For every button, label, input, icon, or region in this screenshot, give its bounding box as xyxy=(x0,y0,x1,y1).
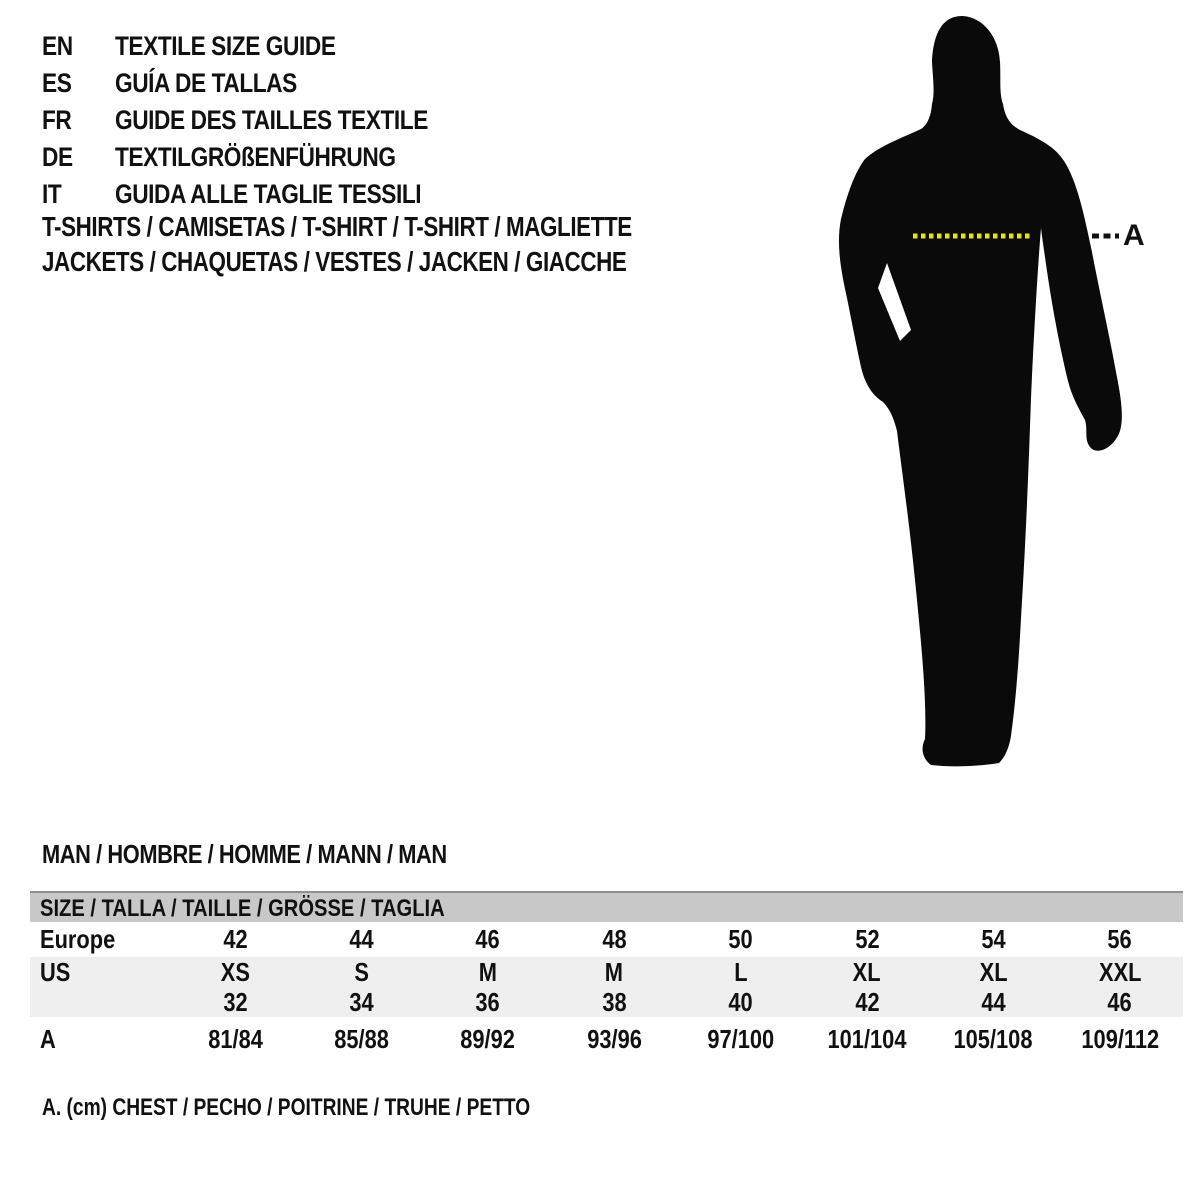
size-value: XL xyxy=(853,956,882,987)
size-value: 44 xyxy=(981,986,1006,1017)
size-cell xyxy=(298,924,424,955)
size-value: 56 xyxy=(1107,924,1132,954)
size-table xyxy=(30,891,1183,1062)
size-cell xyxy=(551,1024,677,1055)
size-value: 89/92 xyxy=(460,1024,516,1054)
size-cell xyxy=(172,957,298,988)
language-title-text: TEXTILGRÖßENFÜHRUNG xyxy=(115,142,396,172)
measurement-footnote-text: A. (cm) CHEST / PECHO / POITRINE / TRUHE / PETTO xyxy=(42,1094,531,1121)
size-cell xyxy=(298,957,424,988)
size-value: 109/112 xyxy=(1080,1024,1159,1054)
language-code-text: EN xyxy=(42,31,73,61)
size-cell xyxy=(678,1024,804,1055)
size-cell xyxy=(425,957,551,988)
size-cell xyxy=(804,924,930,955)
size-cell xyxy=(804,957,930,988)
size-value: 32 xyxy=(223,986,248,1017)
size-cell xyxy=(930,987,1056,1018)
row-label xyxy=(30,1024,172,1055)
size-cell xyxy=(298,987,424,1018)
size-cell xyxy=(425,1024,551,1055)
size-cell xyxy=(678,924,804,955)
size-value: 105/108 xyxy=(953,1024,1033,1054)
product-line-text: JACKETS / CHAQUETAS / VESTES / JACKEN / GIACCHE xyxy=(42,246,627,277)
language-title-text: TEXTILE SIZE GUIDE xyxy=(115,31,336,61)
size-cell xyxy=(551,987,677,1018)
table-row-us xyxy=(30,957,1183,987)
table-header-text: SIZE / TALLA / TAILLE / GRÖSSE / TAGLIA xyxy=(40,895,445,922)
table-row-us-numeric xyxy=(30,987,1183,1017)
size-value: 34 xyxy=(349,986,374,1017)
size-cell xyxy=(930,1024,1056,1055)
size-value: 85/88 xyxy=(334,1024,389,1054)
size-value: 42 xyxy=(223,924,248,954)
size-value: M xyxy=(605,956,624,987)
size-cell xyxy=(1057,1024,1183,1055)
row-label-text: US xyxy=(40,956,71,987)
size-value: XL xyxy=(979,956,1008,987)
size-value: 46 xyxy=(475,924,501,954)
size-value: 54 xyxy=(981,924,1006,954)
size-value: 40 xyxy=(728,986,753,1017)
size-value: 81/84 xyxy=(207,1024,263,1054)
language-code-text: FR xyxy=(42,105,72,135)
size-value: 93/96 xyxy=(586,1024,642,1054)
language-code-text: DE xyxy=(42,142,73,172)
size-cell xyxy=(678,957,804,988)
gender-heading-text: MAN / HOMBRE / HOMME / MANN / MAN xyxy=(42,839,447,869)
size-value: 50 xyxy=(728,924,753,954)
size-value: 52 xyxy=(854,924,880,954)
language-title-text: GUIDA ALLE TAGLIE TESSILI xyxy=(115,179,422,209)
size-cell xyxy=(172,924,298,955)
language-code-text: IT xyxy=(42,179,62,209)
size-cell xyxy=(804,1024,930,1055)
size-value: 44 xyxy=(349,924,374,954)
row-label xyxy=(30,957,172,988)
size-cell xyxy=(425,924,551,955)
man-silhouette xyxy=(839,16,1122,766)
language-title-text: GUÍA DE TALLAS xyxy=(115,68,297,98)
table-row-chest xyxy=(30,1017,1183,1062)
row-label xyxy=(30,987,172,1018)
row-label-text: Europe xyxy=(40,924,116,954)
size-value: XXL xyxy=(1098,956,1142,987)
size-cell xyxy=(1057,957,1183,988)
size-value: 36 xyxy=(475,986,501,1017)
gender-heading xyxy=(42,839,524,870)
size-value: M xyxy=(478,956,498,987)
row-label-text: A xyxy=(40,1024,56,1054)
size-cell xyxy=(298,1024,424,1055)
size-value: 46 xyxy=(1107,986,1132,1017)
language-code-text: ES xyxy=(42,68,72,98)
size-cell xyxy=(1057,924,1183,955)
size-value: XS xyxy=(220,956,250,987)
size-value: 38 xyxy=(602,986,627,1017)
size-cell xyxy=(1057,987,1183,1018)
size-cell xyxy=(425,987,551,1018)
size-value: 48 xyxy=(602,924,627,954)
size-cell xyxy=(930,957,1056,988)
size-cell xyxy=(804,987,930,1018)
size-value: 42 xyxy=(854,986,880,1017)
size-cell xyxy=(551,924,677,955)
measurement-footnote xyxy=(42,1094,652,1122)
size-value: 101/104 xyxy=(827,1024,907,1054)
product-line-text: T-SHIRTS / CAMISETAS / T-SHIRT / T-SHIRT / MAGLIETTE xyxy=(42,211,632,242)
size-cell xyxy=(172,1024,298,1055)
measure-label-a: A xyxy=(1123,219,1145,252)
row-label xyxy=(30,924,172,955)
size-cell xyxy=(172,987,298,1018)
table-header-row xyxy=(30,891,1183,922)
size-cell xyxy=(551,957,677,988)
language-title-text: GUIDE DES TAILLES TEXTILE xyxy=(115,105,428,135)
size-cell xyxy=(678,987,804,1018)
size-value: S xyxy=(354,956,369,987)
size-cell xyxy=(930,924,1056,955)
size-value: 97/100 xyxy=(707,1024,775,1054)
size-value: L xyxy=(734,956,748,987)
table-row-europe xyxy=(30,922,1183,957)
